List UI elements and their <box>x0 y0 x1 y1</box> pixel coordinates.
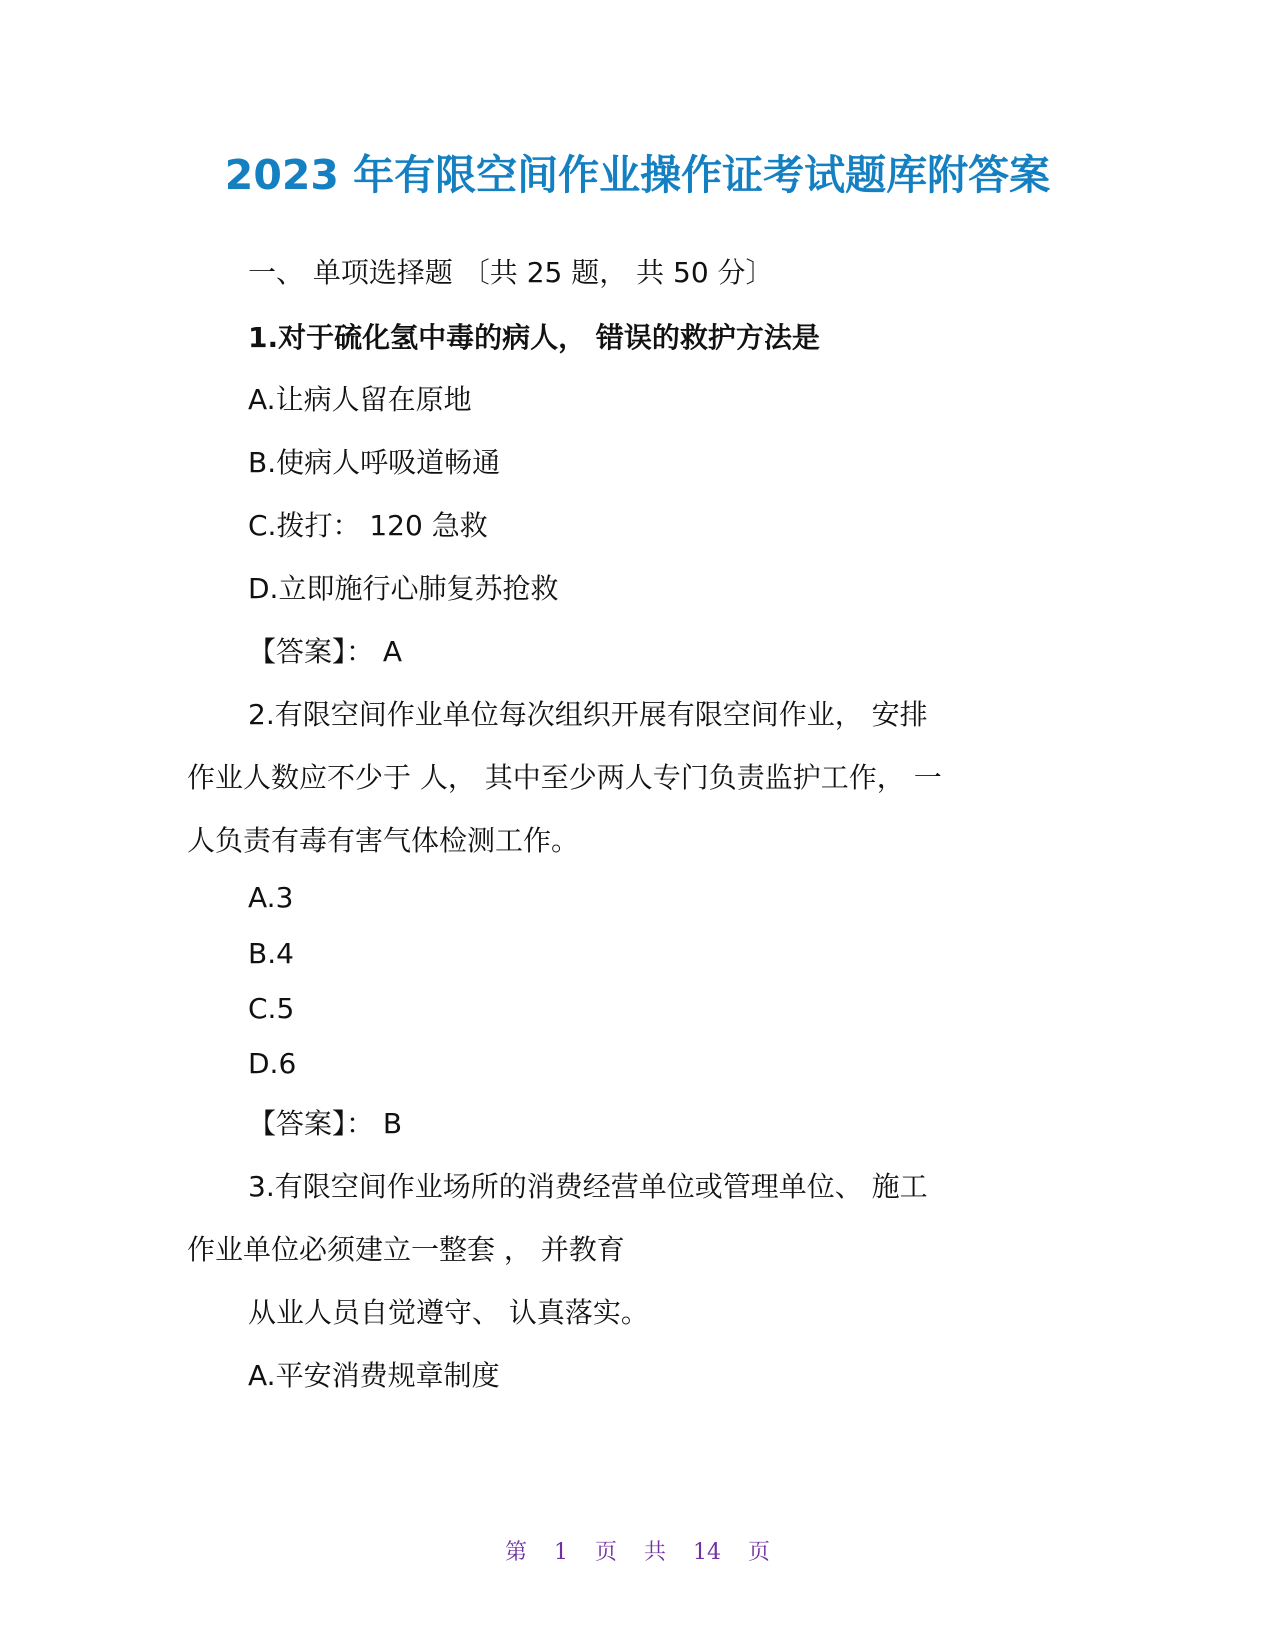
question-1-option-a: A.让病人留在原地 <box>248 383 472 416</box>
question-1-answer: 【答案】： A <box>248 635 403 668</box>
question-1-option-d: D.立即施行心肺复苏抢救 <box>248 572 559 605</box>
question-2-option-c: C.5 <box>248 992 295 1025</box>
footer-label-di: 第 <box>504 1540 527 1565</box>
question-2-stem-line-2: 作业人数应不少于 人， 其中至少两人专门负责监护工作， 一 <box>187 761 942 794</box>
question-2-option-b: B.4 <box>248 937 294 970</box>
question-2-answer: 【答案】： B <box>248 1107 403 1140</box>
question-3-stem-line-3: 从业人员自觉遵守、 认真落实。 <box>248 1296 649 1329</box>
footer-page-total: 14 <box>693 1540 722 1565</box>
document-title: 2023 年有限空间作业操作证考试题库附答案 <box>224 151 1051 199</box>
footer-page-number: 1 <box>553 1540 568 1565</box>
question-1-stem: 1.对于硫化氢中毒的病人， 错误的救护方法是 <box>248 321 820 354</box>
question-3-stem-line-1: 3.有限空间作业场所的消费经营单位或管理单位、 施工 <box>248 1170 928 1203</box>
question-2-stem-line-3: 人负责有毒有害气体检测工作。 <box>187 824 580 857</box>
question-3-option-a: A.平安消费规章制度 <box>248 1359 500 1392</box>
footer-label-ye: 页 <box>594 1540 617 1565</box>
question-1-option-b: B.使病人呼吸道畅通 <box>248 446 501 479</box>
page-footer <box>0 1535 1275 1566</box>
question-2-stem-line-1: 2.有限空间作业单位每次组织开展有限空间作业， 安排 <box>248 698 928 731</box>
footer-label-gong: 共 <box>644 1540 667 1565</box>
section-heading: 一、 单项选择题 〔共 25 题， 共 50 分〕 <box>248 256 774 289</box>
question-1-option-c: C.拨打： 120 急救 <box>248 509 488 542</box>
question-3-stem-line-2: 作业单位必须建立一整套 ， 并教育 <box>187 1233 625 1266</box>
question-2-option-d: D.6 <box>248 1047 297 1080</box>
footer-label-ye-2: 页 <box>748 1540 771 1565</box>
question-2-option-a: A.3 <box>248 881 294 914</box>
